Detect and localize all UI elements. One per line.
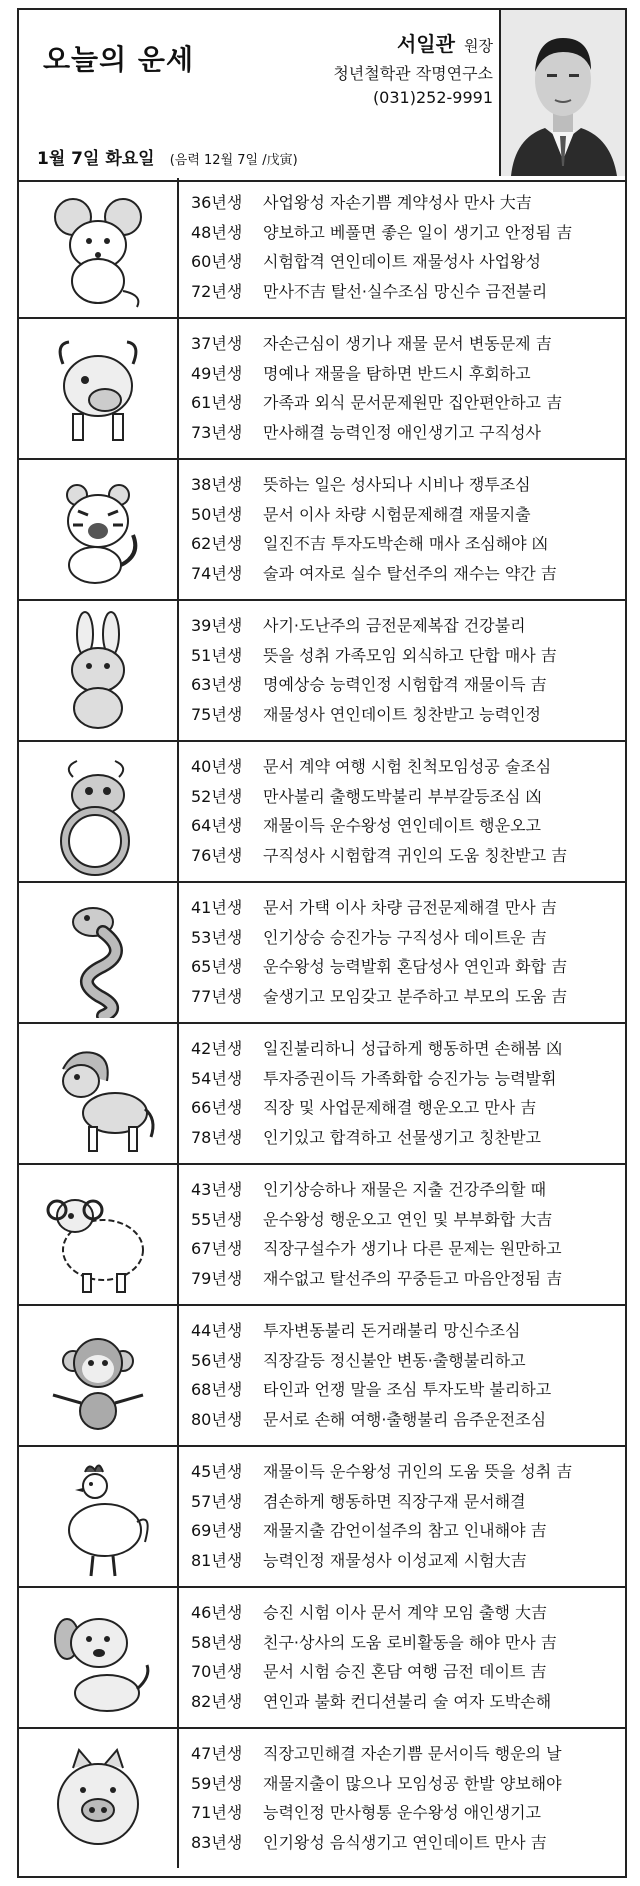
fortune-text: 겸손하게 행동하면 직장구재 문서해결 <box>263 1491 526 1511</box>
fortune-line <box>191 923 621 953</box>
animal-illustration <box>19 883 179 1022</box>
animal-illustration <box>19 601 179 740</box>
birth-year: 52년생 <box>191 786 243 806</box>
birth-year: 44년생 <box>191 1321 243 1340</box>
horse-icon <box>33 1029 163 1159</box>
birth-year: 78년생 <box>191 1127 243 1147</box>
zodiac-row <box>19 1024 625 1165</box>
fortune-text: 투자증권이득 가족화합 승진가능 능력발휘 <box>263 1068 557 1088</box>
fortune-text: 직장고민해결 자손기쁨 문서이득 행운의 날 <box>263 1744 562 1763</box>
fortune-page <box>17 8 627 1878</box>
fortune-lines <box>191 1739 621 1857</box>
fortune-lines <box>191 1457 621 1575</box>
fortune-text: 재물이득 운수왕성 귀인의 도움 뜻을 성취 吉 <box>263 1462 573 1481</box>
fortune-line <box>191 1405 621 1435</box>
birth-year: 83년생 <box>191 1832 243 1852</box>
fortune-line <box>191 611 621 641</box>
zodiac-row <box>19 1729 625 1870</box>
fortune-line <box>191 1739 621 1769</box>
fortune-line <box>191 277 621 307</box>
fortune-text: 직장구설수가 생기나 다른 문제는 원만하고 <box>263 1239 562 1258</box>
birth-year: 75년생 <box>191 704 243 724</box>
fortune-lines <box>191 188 621 306</box>
birth-year: 38년생 <box>191 475 243 494</box>
fortune-text: 뜻을 성취 가족모임 외식하고 단합 매사 吉 <box>263 645 557 665</box>
fortune-text: 명예상승 능력인정 시험합격 재물이득 吉 <box>263 675 547 694</box>
author-role: 원장 <box>464 37 493 55</box>
fortune-line <box>191 952 621 982</box>
fortune-line <box>191 418 621 448</box>
fortune-text: 능력인정 만사형통 운수왕성 애인생기고 <box>263 1803 542 1822</box>
zodiac-row <box>19 319 625 460</box>
sheep-icon <box>33 1170 163 1300</box>
header <box>19 10 625 182</box>
birth-year: 62년생 <box>191 534 243 553</box>
snake-icon <box>33 888 163 1018</box>
fortune-line <box>191 700 621 730</box>
fortune-line <box>191 529 621 559</box>
fortune-text: 문서로 손해 여행·출행불리 음주운전조심 <box>263 1409 547 1429</box>
birth-year: 73년생 <box>191 422 243 442</box>
birth-year: 42년생 <box>191 1039 243 1058</box>
fortune-line <box>191 1205 621 1235</box>
fortune-line <box>191 1516 621 1546</box>
birth-year: 57년생 <box>191 1491 243 1511</box>
tiger-icon <box>33 465 163 595</box>
fortune-line <box>191 247 621 277</box>
birth-year: 46년생 <box>191 1603 243 1622</box>
birth-year: 80년생 <box>191 1409 243 1429</box>
fortune-text: 재물지출이 많으나 모임성공 한발 양보해야 <box>263 1773 562 1793</box>
date-line <box>37 144 298 169</box>
fortune-line <box>191 982 621 1012</box>
fortune-text: 문서 가택 이사 차량 금전문제해결 만사 吉 <box>263 898 557 917</box>
fortune-line <box>191 1657 621 1687</box>
fortune-lines <box>191 470 621 588</box>
solar-date: 1월 7일 화요일 <box>37 149 155 169</box>
fortune-line <box>191 670 621 700</box>
fortune-line <box>191 218 621 248</box>
dragon-icon <box>33 747 163 877</box>
fortune-text: 가족과 외식 문서문제원만 집안편안하고 吉 <box>263 393 563 412</box>
fortune-line <box>191 388 621 418</box>
author-phone: (031)252-9991 <box>372 88 493 107</box>
fortune-line <box>191 1628 621 1658</box>
birth-year: 51년생 <box>191 645 243 665</box>
birth-year: 49년생 <box>191 363 243 383</box>
fortune-text: 운수왕성 행운오고 연인 및 부부화합 大吉 <box>263 1209 553 1229</box>
fortune-line <box>191 1687 621 1717</box>
fortune-text: 일진불리하니 성급하게 행동하면 손해봄 凶 <box>263 1039 563 1058</box>
fortune-line <box>191 1457 621 1487</box>
birth-year: 41년생 <box>191 898 243 917</box>
fortune-text: 직장갈등 정신불안 변동·출행불리하고 <box>263 1350 526 1370</box>
fortune-line <box>191 1264 621 1294</box>
fortune-lines <box>191 893 621 1011</box>
animal-illustration <box>19 1165 179 1304</box>
fortune-lines <box>191 1034 621 1152</box>
birth-year: 63년생 <box>191 675 243 694</box>
zodiac-row <box>19 1165 625 1306</box>
fortune-text: 재수없고 탈선주의 꾸중듣고 마음안정됨 吉 <box>263 1268 563 1288</box>
birth-year: 81년생 <box>191 1550 243 1570</box>
fortune-line <box>191 811 621 841</box>
birth-year: 68년생 <box>191 1380 243 1399</box>
birth-year: 72년생 <box>191 281 243 301</box>
fortune-line <box>191 559 621 589</box>
monkey-icon <box>33 1311 163 1441</box>
rabbit-icon <box>33 606 163 736</box>
animal-illustration <box>19 460 179 599</box>
fortune-text: 투자변동불리 돈거래불리 망신수조심 <box>263 1321 521 1340</box>
fortune-text: 일진不吉 투자도박손해 매사 조심해야 凶 <box>263 534 548 553</box>
author-info <box>333 28 493 107</box>
fortune-line <box>191 1546 621 1576</box>
rat-icon <box>33 183 163 313</box>
birth-year: 66년생 <box>191 1098 243 1117</box>
animal-illustration <box>19 1588 179 1727</box>
fortune-text: 문서 시험 승진 혼담 여행 금전 데이트 吉 <box>263 1662 547 1681</box>
fortune-text: 인기왕성 음식생기고 연인데이트 만사 吉 <box>263 1832 547 1852</box>
zodiac-row <box>19 1588 625 1729</box>
fortune-text: 인기있고 합격하고 선물생기고 칭찬받고 <box>263 1127 542 1147</box>
zodiac-row <box>19 178 625 319</box>
pig-icon <box>33 1734 163 1864</box>
animal-illustration <box>19 1306 179 1445</box>
birth-year: 79년생 <box>191 1268 243 1288</box>
birth-year: 56년생 <box>191 1350 243 1370</box>
animal-illustration <box>19 1024 179 1163</box>
fortune-lines <box>191 329 621 447</box>
birth-year: 39년생 <box>191 616 243 635</box>
birth-year: 69년생 <box>191 1521 243 1540</box>
fortune-line <box>191 1316 621 1346</box>
fortune-line <box>191 188 621 218</box>
birth-year: 60년생 <box>191 252 243 271</box>
fortune-text: 만사不吉 탈선·실수조심 망신수 금전불리 <box>263 281 548 301</box>
animal-illustration <box>19 178 179 317</box>
animal-illustration <box>19 742 179 881</box>
birth-year: 65년생 <box>191 957 243 976</box>
fortune-lines <box>191 1175 621 1293</box>
fortune-line <box>191 893 621 923</box>
ox-icon <box>33 324 163 454</box>
fortune-lines <box>191 611 621 729</box>
fortune-text: 구직성사 시험합격 귀인의 도움 칭찬받고 吉 <box>263 845 568 865</box>
birth-year: 58년생 <box>191 1632 243 1652</box>
fortune-line <box>191 1175 621 1205</box>
author-institute: 청년철학관 작명연구소 <box>333 64 493 83</box>
fortune-text: 연인과 불화 컨디션불리 술 여자 도박손해 <box>263 1691 552 1711</box>
zodiac-row <box>19 742 625 883</box>
fortune-text: 인기상승하나 재물은 지출 건강주의할 때 <box>263 1180 547 1199</box>
author-photo <box>499 10 625 176</box>
zodiac-row <box>19 883 625 1024</box>
birth-year: 54년생 <box>191 1068 243 1088</box>
fortune-line <box>191 752 621 782</box>
fortune-lines <box>191 1598 621 1716</box>
dog-icon <box>33 1593 163 1723</box>
zodiac-row <box>19 601 625 742</box>
birth-year: 61년생 <box>191 393 243 412</box>
birth-year: 40년생 <box>191 757 243 776</box>
birth-year: 36년생 <box>191 193 243 212</box>
fortune-line <box>191 841 621 871</box>
fortune-line <box>191 470 621 500</box>
fortune-text: 명예나 재물을 탐하면 반드시 후회하고 <box>263 363 531 383</box>
fortune-line <box>191 1769 621 1799</box>
birth-year: 74년생 <box>191 563 243 583</box>
birth-year: 47년생 <box>191 1744 243 1763</box>
birth-year: 70년생 <box>191 1662 243 1681</box>
fortune-text: 직장 및 사업문제해결 행운오고 만사 吉 <box>263 1098 537 1117</box>
fortune-text: 사업왕성 자손기쁨 계약성사 만사 大吉 <box>263 193 532 212</box>
birth-year: 59년생 <box>191 1773 243 1793</box>
fortune-line <box>191 329 621 359</box>
fortune-text: 친구·상사의 도움 로비활동을 해야 만사 吉 <box>263 1632 557 1652</box>
fortune-line <box>191 1346 621 1376</box>
rooster-icon <box>33 1452 163 1582</box>
fortune-lines <box>191 1316 621 1434</box>
birth-year: 55년생 <box>191 1209 243 1229</box>
fortune-text: 승진 시험 이사 문서 계약 모임 출행 大吉 <box>263 1603 547 1622</box>
animal-illustration <box>19 1729 179 1868</box>
fortune-text: 사기·도난주의 금전문제복잡 건강불리 <box>263 616 526 635</box>
fortune-line <box>191 1598 621 1628</box>
fortune-line <box>191 1828 621 1858</box>
page-title: 오늘의 운세 <box>43 43 194 76</box>
fortune-line <box>191 1034 621 1064</box>
fortune-text: 재물성사 연인데이트 칭찬받고 능력인정 <box>263 704 542 724</box>
fortune-lines <box>191 752 621 870</box>
animal-illustration <box>19 319 179 458</box>
birth-year: 76년생 <box>191 845 243 865</box>
fortune-line <box>191 641 621 671</box>
fortune-line <box>191 359 621 389</box>
fortune-line <box>191 1798 621 1828</box>
fortune-line <box>191 1093 621 1123</box>
birth-year: 48년생 <box>191 222 243 242</box>
birth-year: 50년생 <box>191 504 243 524</box>
birth-year: 45년생 <box>191 1462 243 1481</box>
zodiac-row <box>19 1306 625 1447</box>
birth-year: 82년생 <box>191 1691 243 1711</box>
fortune-text: 문서 계약 여행 시험 친척모임성공 술조심 <box>263 757 552 776</box>
fortune-text: 양보하고 베풀면 좋은 일이 생기고 안정됨 吉 <box>263 222 573 242</box>
fortune-text: 만사불리 출행도박불리 부부갈등조심 凶 <box>263 786 542 806</box>
fortune-text: 운수왕성 능력발휘 혼담성사 연인과 화합 吉 <box>263 957 568 976</box>
birth-year: 77년생 <box>191 986 243 1006</box>
birth-year: 67년생 <box>191 1239 243 1258</box>
fortune-text: 뜻하는 일은 성사되나 시비나 쟁투조심 <box>263 475 531 494</box>
fortune-text: 만사해결 능력인정 애인생기고 구직성사 <box>263 422 542 442</box>
fortune-text: 재물지출 감언이설주의 참고 인내해야 吉 <box>263 1521 547 1540</box>
fortune-text: 시험합격 연인데이트 재물성사 사업왕성 <box>263 252 542 271</box>
fortune-line <box>191 1487 621 1517</box>
fortune-line <box>191 1234 621 1264</box>
zodiac-row <box>19 1447 625 1588</box>
zodiac-list <box>19 178 625 1870</box>
birth-year: 37년생 <box>191 334 243 353</box>
fortune-text: 능력인정 재물성사 이성교제 시험大吉 <box>263 1550 527 1570</box>
fortune-line <box>191 500 621 530</box>
fortune-text: 술생기고 모임갖고 분주하고 부모의 도움 吉 <box>263 986 568 1006</box>
birth-year: 71년생 <box>191 1803 243 1822</box>
fortune-line <box>191 1123 621 1153</box>
author-name: 서일관 <box>396 32 455 56</box>
birth-year: 53년생 <box>191 927 243 947</box>
birth-year: 64년생 <box>191 816 243 835</box>
portrait-icon <box>501 10 625 176</box>
lunar-date: (음력 12월 7일 /戊寅) <box>169 153 298 168</box>
birth-year: 43년생 <box>191 1180 243 1199</box>
fortune-line <box>191 782 621 812</box>
zodiac-row <box>19 460 625 601</box>
fortune-text: 인기상승 승진가능 구직성사 데이트운 吉 <box>263 927 547 947</box>
animal-illustration <box>19 1447 179 1586</box>
fortune-text: 문서 이사 차량 시험문제해결 재물지출 <box>263 504 531 524</box>
fortune-line <box>191 1375 621 1405</box>
fortune-text: 자손근심이 생기나 재물 문서 변동문제 吉 <box>263 334 552 353</box>
fortune-text: 타인과 언쟁 말을 조심 투자도박 불리하고 <box>263 1380 552 1399</box>
fortune-text: 재물이득 운수왕성 연인데이트 행운오고 <box>263 816 542 835</box>
fortune-text: 술과 여자로 실수 탈선주의 재수는 약간 吉 <box>263 563 557 583</box>
fortune-line <box>191 1064 621 1094</box>
